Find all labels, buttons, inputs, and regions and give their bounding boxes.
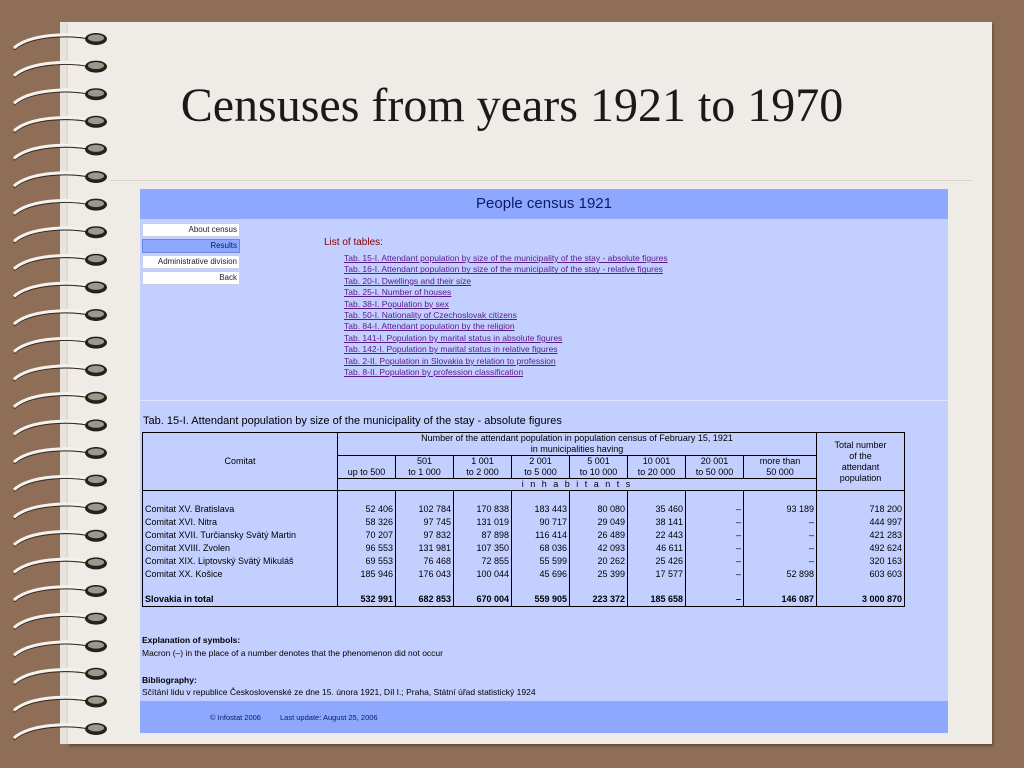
binding-ring xyxy=(14,419,107,436)
table-cell: 97 832 xyxy=(396,529,454,542)
binding-ring xyxy=(14,199,107,216)
table-total-row xyxy=(143,593,905,607)
table-cell: 22 443 xyxy=(628,529,686,542)
binding-ring xyxy=(14,585,107,602)
table-link[interactable]: Tab. 2-II. Population in Slovakia by relation to profession xyxy=(344,355,556,366)
binding-ring xyxy=(14,530,107,547)
explanation-text: Macron (–) in the place of a number denotes that the phenomenon did not occur xyxy=(142,648,443,658)
size-header-line: up to 500 xyxy=(347,467,386,477)
binding-ring xyxy=(14,364,107,381)
binding-ring xyxy=(14,392,107,409)
table-cell: – xyxy=(686,555,744,568)
explanation-title: Explanation of symbols: xyxy=(142,635,241,645)
table-cell: 682 853 xyxy=(396,593,454,607)
binding-ring xyxy=(14,695,107,712)
nav-back[interactable]: Back xyxy=(142,271,240,285)
table-link[interactable]: Tab. 20-I. Dwellings and their size xyxy=(344,275,472,286)
table-cell: 76 468 xyxy=(396,555,454,568)
page-header: People census 1921 xyxy=(140,189,948,219)
table-spacer xyxy=(143,581,905,593)
row-label: Comitat XVII. Turčiansky Svätý Martin xyxy=(143,529,338,542)
binding-ring xyxy=(14,281,107,298)
binding-ring xyxy=(14,337,107,354)
list-of-tables-title: List of tables: xyxy=(324,237,383,248)
table-body xyxy=(143,503,905,607)
binding-ring xyxy=(14,557,107,574)
size-header xyxy=(396,456,454,479)
table-caption: Tab. 15-I. Attendant population by size of the municipality of the stay - absolute figures xyxy=(143,415,562,427)
size-header-line: 10 001 xyxy=(642,456,671,466)
table-cell: 3 000 870 xyxy=(817,593,905,607)
table-cell: 58 326 xyxy=(338,516,396,529)
table-row xyxy=(143,516,905,529)
table-link[interactable]: Tab. 25-I. Number of houses xyxy=(344,287,452,298)
table-link[interactable]: Tab. 141-I. Population by marital status in absolute figures xyxy=(344,332,563,343)
binding-ring xyxy=(14,613,107,630)
table-cell: 444 997 xyxy=(817,516,905,529)
size-header-line: to 5 000 xyxy=(524,467,557,477)
row-label: Comitat XIX. Liptovský Svätý Mikuláš xyxy=(143,555,338,568)
binding-ring xyxy=(14,502,107,519)
size-header-line: 50 000 xyxy=(766,467,794,477)
table-cell: 100 044 xyxy=(454,568,512,581)
total-header-line: population xyxy=(839,472,882,483)
table-cell: 532 991 xyxy=(338,593,396,607)
table-cell: 87 898 xyxy=(454,529,512,542)
table-cell: 68 036 xyxy=(512,542,570,555)
table-cell: – xyxy=(744,542,817,555)
table-cell: 46 611 xyxy=(628,542,686,555)
table-cell: 559 905 xyxy=(512,593,570,607)
table-cell: 93 189 xyxy=(744,503,817,516)
page-footer xyxy=(140,701,948,733)
size-header xyxy=(744,456,817,479)
size-header xyxy=(570,456,628,479)
tables-link-list xyxy=(344,253,668,378)
table-cell: 96 553 xyxy=(338,542,396,555)
bibliography-text: Sčítání lidu v republice Československé ze dne 15. února 1921, Díl I.; Praha, Státní úřad statistický 1924 xyxy=(142,687,536,697)
table-row xyxy=(143,555,905,568)
table-link[interactable]: Tab. 50-I. Nationality of Czechoslovak citizens xyxy=(344,310,517,321)
table-cell: – xyxy=(686,529,744,542)
table-row xyxy=(143,568,905,581)
table-cell: – xyxy=(686,503,744,516)
binding-ring xyxy=(14,723,107,740)
table-cell: 183 443 xyxy=(512,503,570,516)
table-cell: 320 163 xyxy=(817,555,905,568)
size-header xyxy=(512,456,570,479)
table-cell: 185 658 xyxy=(628,593,686,607)
size-header-line: to 1 000 xyxy=(408,467,441,477)
slide-title: Censuses from years 1921 to 1970 xyxy=(180,79,844,132)
table-link[interactable]: Tab. 16-I. Attendant population by size of the municipality of the stay - relative figures xyxy=(344,264,663,275)
table-spacer xyxy=(143,491,905,504)
binding-ring xyxy=(14,33,107,50)
size-header-line xyxy=(340,456,393,467)
size-header xyxy=(338,456,396,479)
size-header-line: 20 001 xyxy=(700,456,729,466)
table-cell: – xyxy=(744,529,817,542)
table-link[interactable]: Tab. 38-I. Population by sex xyxy=(344,298,449,309)
size-header-line: to 2 000 xyxy=(466,467,499,477)
column-header-total xyxy=(817,433,905,491)
table-cell: 223 372 xyxy=(570,593,628,607)
binding-ring xyxy=(14,143,107,160)
nav-about-census[interactable]: About census xyxy=(142,223,240,237)
table-cell: 69 553 xyxy=(338,555,396,568)
table-cell: 718 200 xyxy=(817,503,905,516)
table-cell: 97 745 xyxy=(396,516,454,529)
section-divider xyxy=(140,400,948,401)
table-cell: – xyxy=(686,542,744,555)
table-cell: 29 049 xyxy=(570,516,628,529)
table-cell: 603 603 xyxy=(817,568,905,581)
census-table xyxy=(142,432,905,607)
table-cell: 25 399 xyxy=(570,568,628,581)
size-header-line: to 10 000 xyxy=(579,467,618,477)
table-cell: 146 087 xyxy=(744,593,817,607)
table-cell: – xyxy=(686,593,744,607)
row-label: Slovakia in total xyxy=(143,593,338,607)
table-cell: 52 406 xyxy=(338,503,396,516)
size-header xyxy=(628,456,686,479)
binding-ring xyxy=(14,475,107,492)
group-header-line-2: in municipalities having xyxy=(530,444,624,454)
census-webpage-screenshot xyxy=(140,189,948,733)
binding-ring xyxy=(14,309,107,326)
binding-ring xyxy=(14,254,107,271)
table-cell: 185 946 xyxy=(338,568,396,581)
table-cell: – xyxy=(686,568,744,581)
table-cell: 421 283 xyxy=(817,529,905,542)
row-label: Comitat XVIII. Zvolen xyxy=(143,542,338,555)
group-header xyxy=(338,433,817,456)
table-cell: 80 080 xyxy=(570,503,628,516)
binding-ring xyxy=(14,640,107,657)
table-cell: 70 207 xyxy=(338,529,396,542)
size-header-line: 1 001 xyxy=(471,456,494,466)
total-header-line: Total number xyxy=(834,439,887,450)
nav-administrative-division[interactable]: Administrative division xyxy=(142,255,240,269)
table-cell: 170 838 xyxy=(454,503,512,516)
binding-ring xyxy=(14,226,107,243)
table-cell: 17 577 xyxy=(628,568,686,581)
binding-ring xyxy=(14,171,107,188)
table-cell: 107 350 xyxy=(454,542,512,555)
size-header-line: 2 001 xyxy=(529,456,552,466)
table-cell: 38 141 xyxy=(628,516,686,529)
table-cell: 35 460 xyxy=(628,503,686,516)
binding-ring xyxy=(14,447,107,464)
left-nav xyxy=(142,223,240,287)
nav-results[interactable]: Results xyxy=(142,239,240,253)
total-header-line: of the xyxy=(849,450,872,461)
table-row xyxy=(143,542,905,555)
size-header-line: more than xyxy=(759,456,801,466)
column-header-comitat: Comitat xyxy=(143,433,338,491)
table-cell: 131 019 xyxy=(454,516,512,529)
table-cell: 52 898 xyxy=(744,568,817,581)
table-cell: 72 855 xyxy=(454,555,512,568)
size-header-line: to 20 000 xyxy=(637,467,676,477)
table-cell: 670 004 xyxy=(454,593,512,607)
group-header-line-1: Number of the attendant population in population census of February 15, 1921 xyxy=(421,433,733,443)
table-cell: 25 426 xyxy=(628,555,686,568)
size-header-line: 501 xyxy=(416,456,433,466)
row-label: Comitat XX. Košice xyxy=(143,568,338,581)
bibliography-title: Bibliography: xyxy=(142,675,197,685)
unit-label: i n h a b i t a n t s xyxy=(338,479,817,491)
table-cell: 26 489 xyxy=(570,529,628,542)
table-cell: 45 696 xyxy=(512,568,570,581)
footer-last-update: Last update: August 25, 2006 xyxy=(280,713,378,722)
size-header xyxy=(686,456,744,479)
size-header-line: 5 001 xyxy=(587,456,610,466)
table-cell: 116 414 xyxy=(512,529,570,542)
table-cell: 176 043 xyxy=(396,568,454,581)
table-cell: 492 624 xyxy=(817,542,905,555)
table-cell: 102 784 xyxy=(396,503,454,516)
title-divider xyxy=(110,180,972,181)
total-header-line: attendant xyxy=(841,461,880,472)
row-label: Comitat XVI. Nitra xyxy=(143,516,338,529)
table-cell: 20 262 xyxy=(570,555,628,568)
table-cell: – xyxy=(744,555,817,568)
size-header-line: to 50 000 xyxy=(695,467,734,477)
table-link[interactable]: Tab. 15-I. Attendant population by size of the municipality of the stay - absolute figures xyxy=(344,253,668,263)
table-cell: 90 717 xyxy=(512,516,570,529)
table-link[interactable]: Tab. 142-I. Population by marital status in relative figures xyxy=(344,344,558,355)
size-header xyxy=(454,456,512,479)
row-label: Comitat XV. Bratislava xyxy=(143,503,338,516)
table-row xyxy=(143,529,905,542)
table-cell: 42 093 xyxy=(570,542,628,555)
binding-ring xyxy=(14,668,107,685)
table-link[interactable]: Tab. 84-I. Attendant population by the religion xyxy=(344,321,515,332)
table-cell: 131 981 xyxy=(396,542,454,555)
binding-ring xyxy=(14,61,107,78)
footer-copyright: © Infostat 2006 xyxy=(210,713,261,722)
table-cell: – xyxy=(744,516,817,529)
table-row xyxy=(143,503,905,516)
table-link[interactable]: Tab. 8-II. Population by profession classification xyxy=(344,367,524,378)
table-cell: – xyxy=(686,516,744,529)
table-cell: 55 599 xyxy=(512,555,570,568)
